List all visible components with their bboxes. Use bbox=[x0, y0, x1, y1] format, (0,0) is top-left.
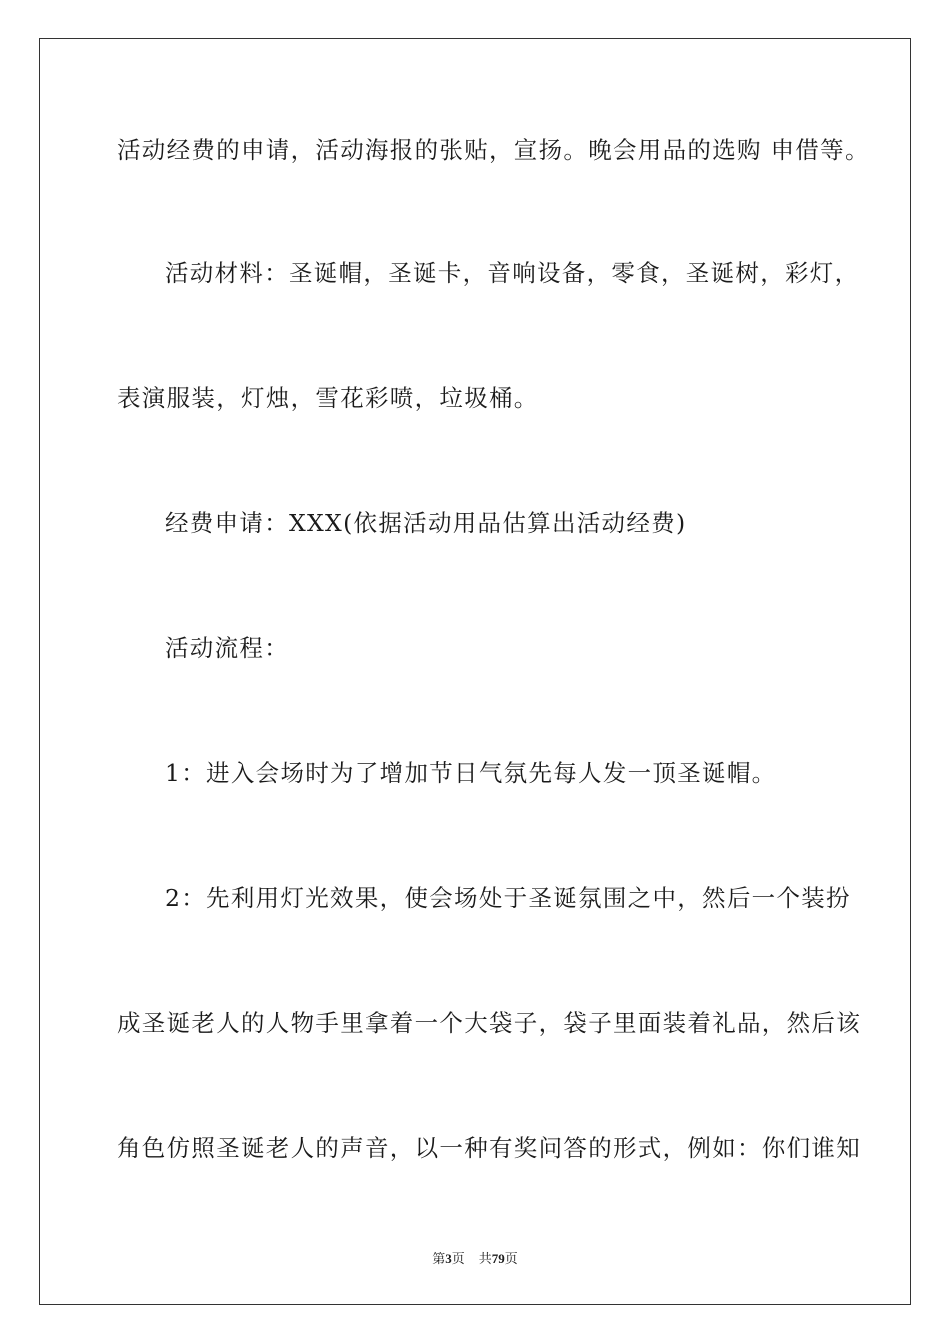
footer-total-pages: 79 bbox=[491, 1251, 505, 1266]
paragraph-line-4: 经费申请：XXX(依据活动用品估算出活动经费) bbox=[165, 509, 687, 537]
paragraph-line-2: 活动材料：圣诞帽，圣诞卡，音响设备，零食，圣诞树，彩灯， bbox=[165, 259, 860, 287]
paragraph-line-9: 角色仿照圣诞老人的声音，以一种有奖问答的形式，例如：你们谁知 bbox=[117, 1134, 861, 1162]
paragraph-line-7: 2：先利用灯光效果，使会场处于圣诞氛围之中，然后一个装扮 bbox=[165, 884, 851, 912]
paragraph-line-5: 活动流程： bbox=[165, 634, 289, 662]
paragraph-line-3: 表演服装，灯烛，雪花彩喷，垃圾桶。 bbox=[117, 384, 539, 412]
page-footer bbox=[0, 1248, 950, 1267]
paragraph-line-8: 成圣诞老人的人物手里拿着一个大袋子，袋子里面装着礼品，然后该 bbox=[117, 1009, 861, 1037]
paragraph-line-1: 活动经费的申请，活动海报的张贴，宣扬。晚会用品的选购 申借等。 bbox=[117, 136, 870, 164]
footer-page-number: 3 bbox=[445, 1251, 452, 1266]
footer-page-prefix: 第 bbox=[432, 1252, 446, 1267]
footer-total-suffix: 页 bbox=[504, 1252, 518, 1267]
paragraph-line-6: 1：进入会场时为了增加节日气氛先每人发一顶圣诞帽。 bbox=[165, 759, 777, 787]
footer-page-suffix: 页 bbox=[451, 1252, 465, 1267]
page-border bbox=[39, 38, 911, 1305]
footer-total-prefix: 共 bbox=[478, 1252, 492, 1267]
